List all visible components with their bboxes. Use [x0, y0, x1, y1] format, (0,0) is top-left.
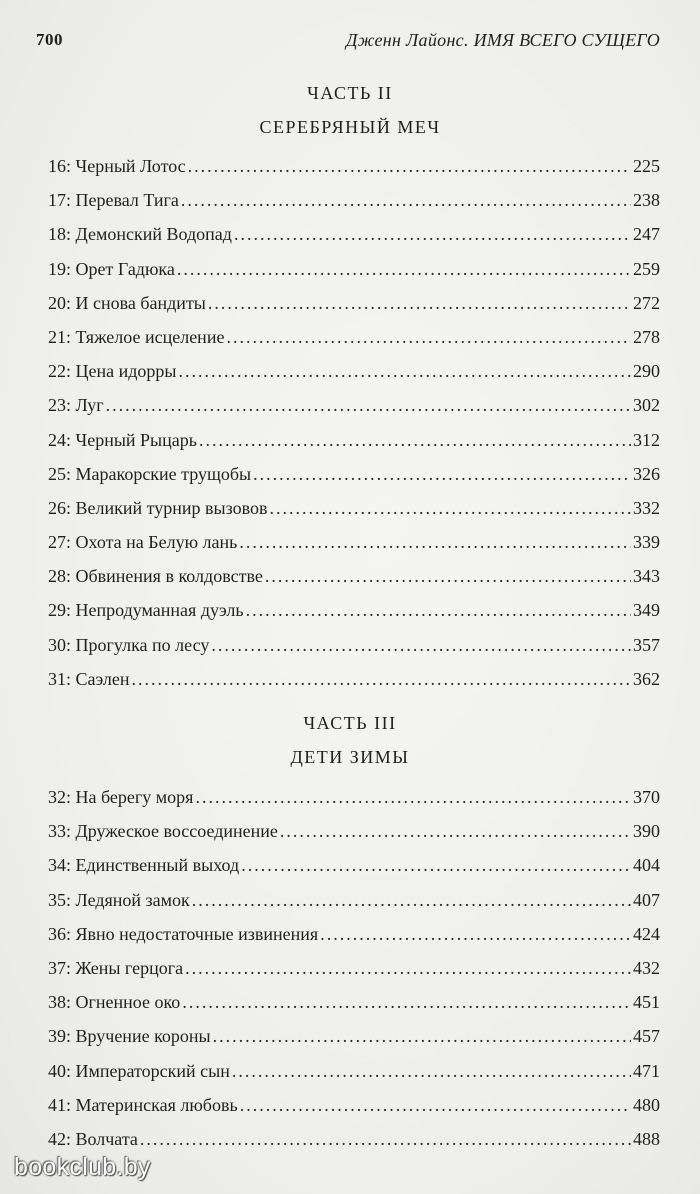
part-heading	[0, 710, 700, 770]
dot-leader	[253, 457, 631, 491]
toc-entry	[48, 662, 660, 696]
dot-leader	[195, 780, 631, 814]
toc-entry	[48, 628, 660, 662]
toc-entry	[48, 252, 660, 286]
chapter-title: 36: Явно недостаточные извинения	[48, 923, 319, 944]
chapter-page-number: 357	[633, 634, 660, 655]
dot-leader	[140, 1122, 631, 1156]
chapter-title: 19: Орет Гадюка	[48, 258, 175, 279]
dot-leader	[181, 183, 631, 217]
chapter-page-number: 259	[633, 258, 660, 279]
toc-entry	[48, 780, 660, 814]
toc-entry	[48, 951, 660, 985]
dot-leader	[241, 848, 631, 882]
toc-list	[48, 149, 660, 696]
chapter-page-number: 247	[633, 224, 660, 245]
toc-entry	[48, 1019, 660, 1053]
chapter-page-number: 225	[633, 156, 660, 176]
chapter-page-number: 407	[633, 889, 660, 910]
chapter-page-number: 238	[633, 190, 660, 211]
part-heading	[0, 80, 700, 140]
toc-entry	[48, 354, 660, 388]
dot-leader	[265, 559, 631, 593]
chapter-title: 21: Тяжелое исцеление	[48, 326, 225, 347]
chapter-page-number: 332	[633, 497, 660, 518]
part-title: ЧАСТЬ III	[303, 713, 397, 733]
toc-entry	[48, 883, 660, 917]
chapter-title: 32: На берегу моря	[48, 787, 194, 807]
dot-leader	[270, 491, 632, 525]
chapter-page-number: 326	[633, 463, 660, 484]
chapter-page-number: 272	[633, 292, 660, 313]
chapter-page-number: 362	[633, 668, 660, 689]
toc-entry	[48, 1088, 660, 1122]
toc-entry	[48, 917, 660, 951]
toc-entry	[48, 1054, 660, 1088]
chapter-page-number: 390	[633, 821, 660, 842]
toc-entry	[48, 1122, 660, 1156]
chapter-title: 40: Императорский сын	[48, 1060, 230, 1081]
chapter-title: 35: Ледяной замок	[48, 889, 190, 910]
chapter-title: 18: Демонский Водопад	[48, 224, 232, 245]
toc-entry	[48, 525, 660, 559]
chapter-page-number: 424	[633, 923, 660, 944]
toc-entry	[48, 183, 660, 217]
chapter-page-number: 404	[633, 855, 660, 876]
dot-leader	[240, 1088, 631, 1122]
dot-leader	[182, 985, 631, 1019]
dot-leader	[185, 951, 631, 985]
part-title: ЧАСТЬ II	[307, 83, 393, 103]
page-number: 700	[36, 30, 63, 49]
chapter-page-number: 488	[633, 1128, 660, 1149]
toc-entry	[48, 848, 660, 882]
chapter-title: 31: Саэлен	[48, 668, 130, 689]
chapter-title: 23: Луг	[48, 395, 104, 416]
toc-entry	[48, 559, 660, 593]
part-subtitle: ДЕТИ ЗИМЫ	[290, 747, 410, 767]
chapter-title: 17: Перевал Тига	[48, 190, 179, 211]
chapter-title: 28: Обвинения в колдовстве	[48, 566, 263, 587]
dot-leader	[199, 423, 631, 457]
dot-leader	[232, 1054, 631, 1088]
dot-leader	[106, 388, 631, 422]
chapter-title: 39: Вручение короны	[48, 1026, 211, 1047]
watermark: bookclub.by	[14, 1153, 151, 1181]
dot-leader	[320, 917, 631, 951]
dot-leader	[226, 320, 631, 354]
toc-entry	[48, 814, 660, 848]
toc-entry	[48, 149, 660, 183]
chapter-title: 26: Великий турнир вызовов	[48, 497, 268, 518]
chapter-page-number: 278	[633, 326, 660, 347]
chapter-title: 25: Маракорские трущобы	[48, 463, 252, 484]
toc-entry	[48, 423, 660, 457]
chapter-page-number: 471	[633, 1060, 660, 1081]
chapter-title: 22: Цена идорры	[48, 361, 177, 382]
chapter-page-number: 451	[633, 992, 660, 1013]
dot-leader	[213, 1019, 631, 1053]
chapter-page-number: 349	[633, 600, 660, 621]
chapter-title: 24: Черный Рыцарь	[48, 429, 197, 450]
dot-leader	[132, 662, 631, 696]
dot-leader	[179, 354, 632, 388]
chapter-page-number: 432	[633, 957, 660, 978]
dot-leader	[208, 286, 631, 320]
chapter-title: 42: Волчата	[48, 1128, 138, 1149]
dot-leader	[188, 149, 631, 183]
part-subtitle: СЕРЕБРЯНЫЙ МЕЧ	[259, 117, 441, 137]
chapter-title: 41: Материнская любовь	[48, 1094, 238, 1115]
dot-leader	[177, 252, 631, 286]
chapter-page-number: 480	[633, 1094, 660, 1115]
chapter-title: 37: Жены герцога	[48, 957, 184, 978]
dot-leader	[246, 593, 631, 627]
page-header	[36, 30, 660, 54]
chapter-page-number: 290	[633, 361, 660, 382]
toc-entry	[48, 491, 660, 525]
toc-entry	[48, 388, 660, 422]
toc-entry	[48, 286, 660, 320]
chapter-page-number: 343	[633, 566, 660, 587]
dot-leader	[280, 814, 631, 848]
chapter-title: 38: Огненное око	[48, 992, 181, 1013]
dot-leader	[239, 525, 631, 559]
chapter-title: 27: Охота на Белую лань	[48, 532, 238, 553]
running-head: Дженн Лайонс. ИМЯ ВСЕГО СУЩЕГО	[345, 30, 660, 50]
chapter-title: 33: Дружеское воссоединение	[48, 821, 278, 842]
toc-entry	[48, 593, 660, 627]
chapter-page-number: 370	[633, 787, 660, 807]
chapter-title: 29: Непродуманная дуэль	[48, 600, 244, 621]
chapter-title: 34: Единственный выход	[48, 855, 240, 876]
chapter-page-number: 339	[633, 532, 660, 553]
dot-leader	[234, 217, 631, 251]
toc-entry	[48, 985, 660, 1019]
chapter-page-number: 312	[633, 429, 660, 450]
toc-entry	[48, 217, 660, 251]
chapter-title: 20: И снова бандиты	[48, 292, 206, 313]
toc-list	[48, 780, 660, 1156]
chapter-title: 16: Черный Лотос	[48, 156, 186, 176]
dot-leader	[192, 883, 631, 917]
chapter-page-number: 457	[633, 1026, 660, 1047]
chapter-title: 30: Прогулка по лесу	[48, 634, 210, 655]
toc-entry	[48, 457, 660, 491]
dot-leader	[211, 628, 631, 662]
chapter-page-number: 302	[633, 395, 660, 416]
toc-entry	[48, 320, 660, 354]
